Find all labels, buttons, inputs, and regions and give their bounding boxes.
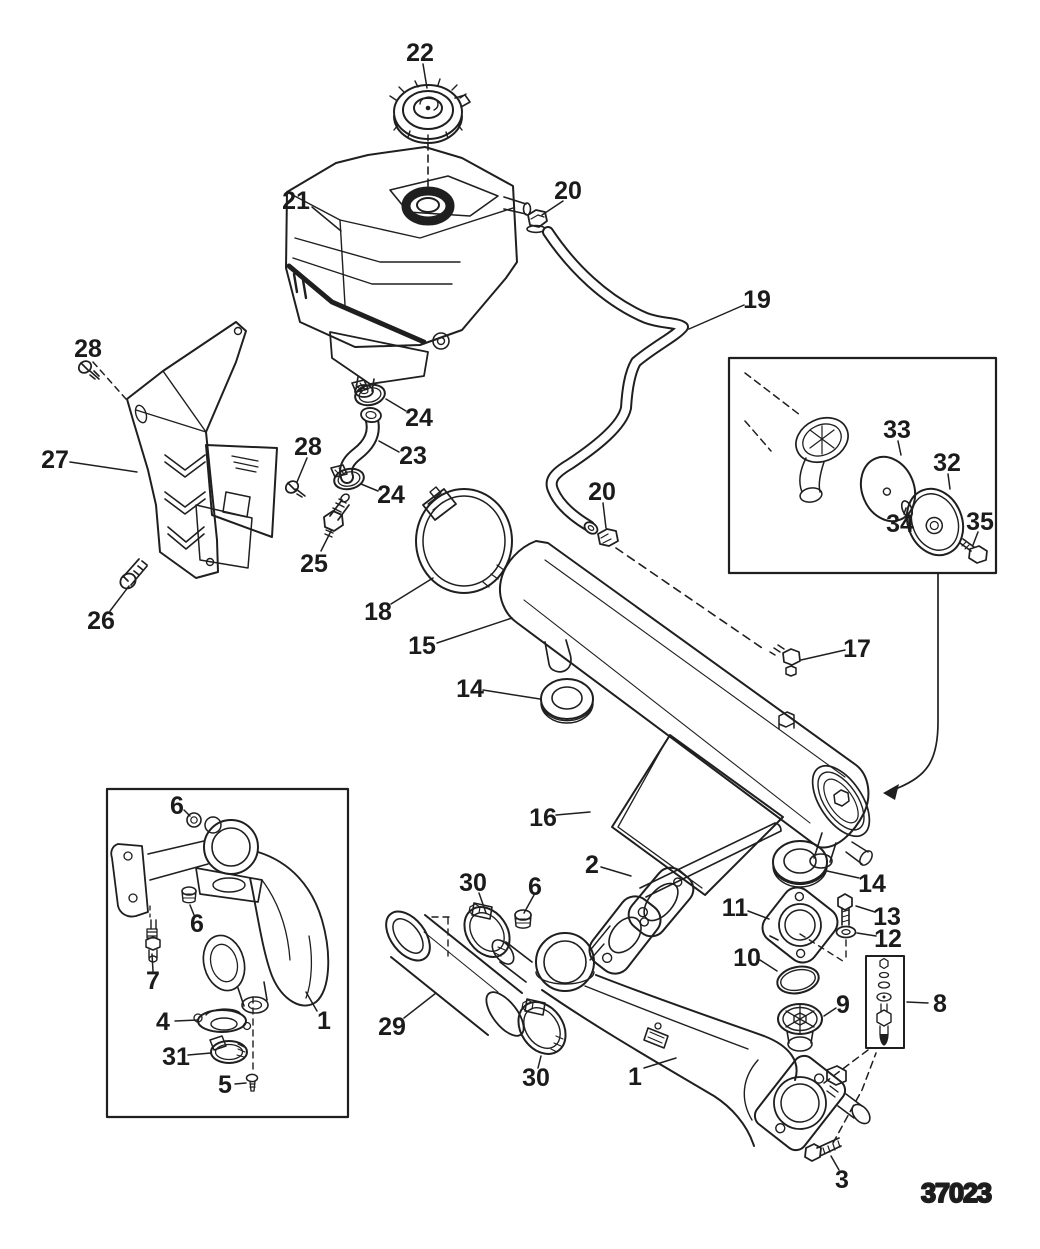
- part-8-sensor-kit: [866, 956, 904, 1048]
- part-18-clamp-large: [416, 487, 512, 593]
- callout-3-19: 19: [743, 286, 771, 314]
- callout-32-29: 29: [378, 1013, 406, 1041]
- callout-10-25: 25: [300, 550, 328, 578]
- callout-leader-13-15: [437, 618, 512, 643]
- callout-leader-12-18: [391, 578, 433, 604]
- callout-24-6: 6: [528, 873, 542, 901]
- callout-39-4: 4: [156, 1008, 170, 1036]
- callout-22-2: 2: [585, 851, 599, 879]
- callout-25-14: 14: [858, 870, 886, 898]
- callout-0-22: 22: [406, 39, 434, 67]
- drawing-number: 37023: [920, 1178, 992, 1208]
- callout-leader-26-11: [748, 911, 769, 919]
- part-20-nut-lower: [598, 529, 618, 546]
- part-14-seal-lower: [773, 841, 827, 887]
- part-21-coolant-reservoir: [286, 147, 531, 397]
- callout-19-32: 32: [933, 449, 961, 477]
- callout-30-9: 9: [836, 991, 850, 1019]
- part-31-clamp: [210, 1036, 247, 1063]
- callout-6-28: 28: [294, 433, 322, 461]
- callout-31-8: 8: [933, 990, 947, 1018]
- callout-leader-5-27: [70, 462, 137, 472]
- part-13-bolt: [838, 894, 852, 925]
- callout-40-31: 31: [162, 1043, 190, 1071]
- callout-leader-3-19: [689, 305, 744, 329]
- alignment-dash-sensor: [820, 1050, 868, 1086]
- callout-2-20: 20: [554, 177, 582, 205]
- callout-9-24: 24: [377, 481, 405, 509]
- callout-36-6: 6: [170, 792, 184, 820]
- callout-18-33: 33: [883, 416, 911, 444]
- callout-1-21: 21: [282, 187, 310, 215]
- callout-leader-16-14: [483, 690, 540, 699]
- part-28-screw-b: [284, 479, 305, 497]
- inset-part-1-manifold: [111, 817, 328, 1013]
- part-11-thermostat-housing: [756, 881, 843, 968]
- callout-7-24: 24: [405, 404, 433, 432]
- callout-leader-39-4: [175, 1020, 198, 1021]
- inset-leader-arrowhead: [883, 784, 899, 800]
- part-14-seal-upper: [541, 679, 593, 723]
- part-10-o-ring: [775, 963, 821, 997]
- callout-leader-31-8: [907, 1002, 928, 1003]
- callout-26-11: 11: [721, 894, 749, 922]
- callout-leader-14-20: [603, 503, 606, 528]
- callout-28-12: 12: [874, 925, 902, 953]
- part-30-clamp-lower: [509, 993, 576, 1063]
- part-3-bolt: [805, 1138, 841, 1161]
- part-27-bracket: [127, 322, 277, 578]
- callout-33-30: 30: [522, 1064, 550, 1092]
- callout-leader-22-2: [601, 867, 631, 876]
- callout-11-26: 26: [87, 607, 115, 635]
- callout-leader-41-5: [235, 1083, 246, 1084]
- part-12-washer: [837, 927, 856, 938]
- part-4-cap: [194, 1009, 251, 1032]
- callout-leader-8-23: [379, 441, 399, 452]
- part-17-drain-plug: [770, 645, 800, 676]
- callout-leader-17-16: [556, 812, 590, 815]
- inset-box-manifold-detail: [107, 789, 348, 1117]
- callout-leader-34-1: [644, 1058, 676, 1068]
- callout-21-35: 35: [966, 508, 994, 536]
- callout-8-23: 23: [399, 442, 427, 470]
- callout-14-20: 20: [588, 478, 616, 506]
- part-5-screw: [247, 1074, 258, 1091]
- callout-17-16: 16: [529, 804, 557, 832]
- callout-leader-15-17: [801, 650, 845, 660]
- part-7-sensor: [146, 920, 160, 962]
- callout-leader-7-24: [386, 399, 406, 411]
- callout-leader-40-31: [188, 1053, 211, 1055]
- part-9-thermostat: [778, 1004, 822, 1051]
- ghost-housing: [789, 410, 856, 504]
- part-2-gasket: [623, 862, 700, 943]
- inset-leader-curve: [889, 573, 938, 791]
- part-6-plug-b: [182, 887, 196, 903]
- callout-34-1: 1: [628, 1063, 642, 1091]
- callout-23-30: 30: [459, 869, 487, 897]
- callout-37-6: 6: [190, 910, 204, 938]
- callout-leader-29-10: [760, 960, 777, 971]
- alignment-dash-hose: [616, 548, 765, 650]
- callout-27-13: 13: [873, 903, 901, 931]
- callout-41-5: 5: [218, 1071, 232, 1099]
- callout-leader-25-14: [827, 871, 859, 878]
- callout-13-15: 15: [408, 632, 436, 660]
- callout-4-28: 28: [74, 335, 102, 363]
- callout-16-14: 14: [456, 675, 484, 703]
- callout-15-17: 17: [843, 635, 871, 663]
- callout-leader-30-9: [824, 1008, 836, 1016]
- callout-leader-9-24: [361, 484, 378, 491]
- callout-20-34: 34: [886, 510, 914, 538]
- callout-29-10: 10: [733, 944, 761, 972]
- part-23-hose: [346, 407, 382, 477]
- callout-leader-36-6: [184, 810, 190, 816]
- callout-leader-32-29: [404, 993, 436, 1018]
- callout-leader-4-28: [93, 362, 126, 399]
- part-30-clamp-upper: [455, 898, 519, 965]
- callout-5-27: 27: [41, 446, 69, 474]
- callout-12-18: 18: [364, 598, 392, 626]
- part-15-heat-exchanger: [500, 541, 881, 868]
- part-25-fitting: [324, 493, 351, 537]
- callout-leader-6-28: [297, 458, 307, 482]
- part-22-pressure-cap: [390, 79, 470, 143]
- callout-35-3: 3: [835, 1166, 849, 1194]
- part-6-plug-c: [515, 910, 531, 928]
- callout-42-1: 1: [317, 1007, 331, 1035]
- callout-38-7: 7: [146, 967, 160, 995]
- part-26-bolt: [117, 559, 147, 592]
